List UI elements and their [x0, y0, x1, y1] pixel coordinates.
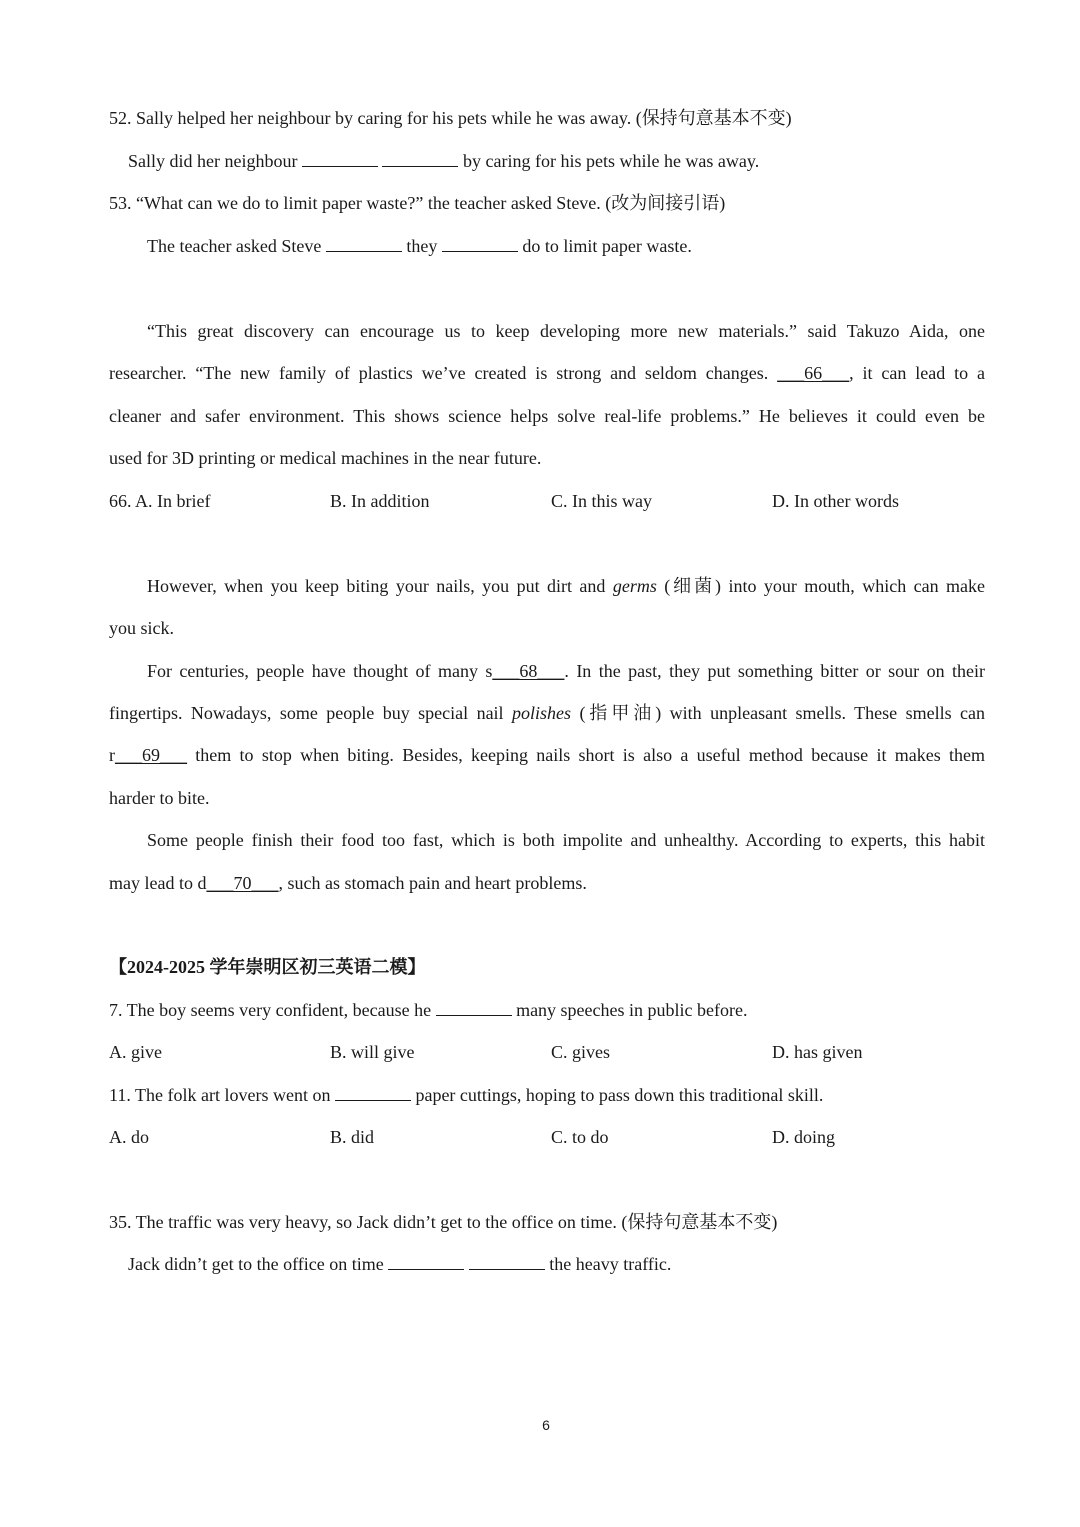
q52-text-b: by caring for his pets while he was away.	[462, 151, 760, 171]
passage2-text: (细菌) into your mouth, which can make	[656, 576, 985, 596]
q11-text-a: 11. The folk art lovers went on	[109, 1085, 331, 1105]
passage2-text: . In the past, they put something bitter or sour on their	[564, 661, 985, 681]
passage2-text: r	[109, 745, 115, 765]
passage2-p1-line-1	[147, 574, 985, 598]
q11-option-c[interactable]: C. to do	[551, 1127, 609, 1147]
emphasis-word: polishes	[512, 703, 572, 723]
q7-option-a[interactable]: A. give	[109, 1042, 162, 1062]
passage1-line-3: cleaner and safer environment. This shows science helps solve real-life problems.” He believes it could even be	[109, 406, 985, 426]
passage2-p1-line-2: you sick.	[109, 618, 174, 638]
question-52-rewrite	[128, 149, 985, 173]
q35-text-a: Jack didn’t get to the office on time	[128, 1254, 384, 1274]
passage2-p3-line-1: Some people finish their food too fast, which is both impolite and unhealthy. According to experts, this habit	[147, 830, 985, 850]
emphasis-word: germs	[612, 576, 657, 596]
passage2-p2-line-4: harder to bite.	[109, 788, 210, 808]
passage1-line-1: “This great discovery can encourage us to keep developing more new materials.” said Takuzo Aida, one	[147, 321, 985, 341]
q7-option-d[interactable]: D. has given	[772, 1042, 863, 1062]
answer-blank[interactable]	[388, 1252, 464, 1270]
passage2-text: fingertips. Nowadays, some people buy special nail	[109, 703, 513, 723]
q52-text-a: Sally did her neighbour	[128, 151, 298, 171]
passage2-text: , such as stomach pain and heart problems.	[278, 873, 587, 893]
cloze-blank-70[interactable]: ___70___	[206, 873, 279, 893]
answer-blank[interactable]	[326, 234, 402, 252]
cloze-blank-68[interactable]: ___68___	[492, 661, 565, 681]
answer-blank[interactable]	[442, 234, 518, 252]
q7-text-a: 7. The boy seems very confident, because he	[109, 1000, 432, 1020]
question-52-stem: 52. Sally helped her neighbour by caring for his pets while he was away. (保持句意基本不变)	[109, 108, 792, 128]
question-7-stem	[109, 998, 985, 1022]
passage2-text: (指甲油) with unpleasant smells. These smells can	[571, 703, 985, 723]
passage2-p2-line-1	[147, 659, 985, 683]
q7-option-c[interactable]: C. gives	[551, 1042, 611, 1062]
answer-blank[interactable]	[335, 1083, 411, 1101]
passage1-line-4: used for 3D printing or medical machines in the near future.	[109, 448, 542, 468]
passage2-p2-line-2	[109, 701, 985, 725]
passage1-line-2	[109, 361, 985, 385]
page-number: 6	[542, 1417, 550, 1433]
q11-option-d[interactable]: D. doing	[772, 1127, 835, 1147]
passage1-text: researcher. “The new family of plastics we’ve created is strong and seldom changes.	[109, 363, 778, 383]
q7-option-b[interactable]: B. will give	[330, 1042, 415, 1062]
passage2-p3-line-2	[109, 871, 985, 895]
q7-text-b: many speeches in public before.	[516, 1000, 748, 1020]
q66-option-c[interactable]: C. In this way	[551, 491, 652, 511]
answer-blank[interactable]	[436, 998, 512, 1016]
question-53-rewrite	[147, 234, 985, 258]
answer-blank[interactable]	[469, 1252, 545, 1270]
q66-option-a[interactable]: 66. A. In brief	[109, 491, 211, 511]
q66-option-b[interactable]: B. In addition	[330, 491, 430, 511]
question-53-stem: 53. “What can we do to limit paper waste?” the teacher asked Steve. (改为间接引语)	[109, 193, 726, 213]
passage2-text: However, when you keep biting your nails, you put dirt and	[147, 576, 613, 596]
q53-text-b: they	[406, 236, 438, 256]
answer-blank[interactable]	[302, 149, 378, 167]
question-11-stem	[109, 1083, 985, 1107]
q35-text-b: the heavy traffic.	[549, 1254, 672, 1274]
cloze-blank-69[interactable]: ___69___	[115, 745, 187, 765]
question-35-rewrite	[128, 1252, 985, 1276]
q11-option-a[interactable]: A. do	[109, 1127, 149, 1147]
section-heading: 【2024-2025 学年崇明区初三英语二模】	[109, 957, 426, 977]
question-35-stem: 35. The traffic was very heavy, so Jack didn’t get to the office on time. (保持句意基本不变)	[109, 1212, 778, 1232]
answer-blank[interactable]	[382, 149, 458, 167]
passage1-text: , it can lead to a	[849, 363, 986, 383]
passage2-text: them to stop when biting. Besides, keeping nails short is also a useful method because it makes them	[187, 745, 985, 765]
q53-text-a: The teacher asked Steve	[147, 236, 322, 256]
q11-text-b: paper cuttings, hoping to pass down this traditional skill.	[415, 1085, 824, 1105]
q66-option-d[interactable]: D. In other words	[772, 491, 899, 511]
passage2-text: may lead to d	[109, 873, 207, 893]
q11-option-b[interactable]: B. did	[330, 1127, 375, 1147]
q53-text-c: do to limit paper waste.	[522, 236, 692, 256]
cloze-blank-66[interactable]: ___66___	[777, 363, 850, 383]
passage2-text: For centuries, people have thought of many s	[147, 661, 493, 681]
passage2-p2-line-3	[109, 743, 985, 767]
